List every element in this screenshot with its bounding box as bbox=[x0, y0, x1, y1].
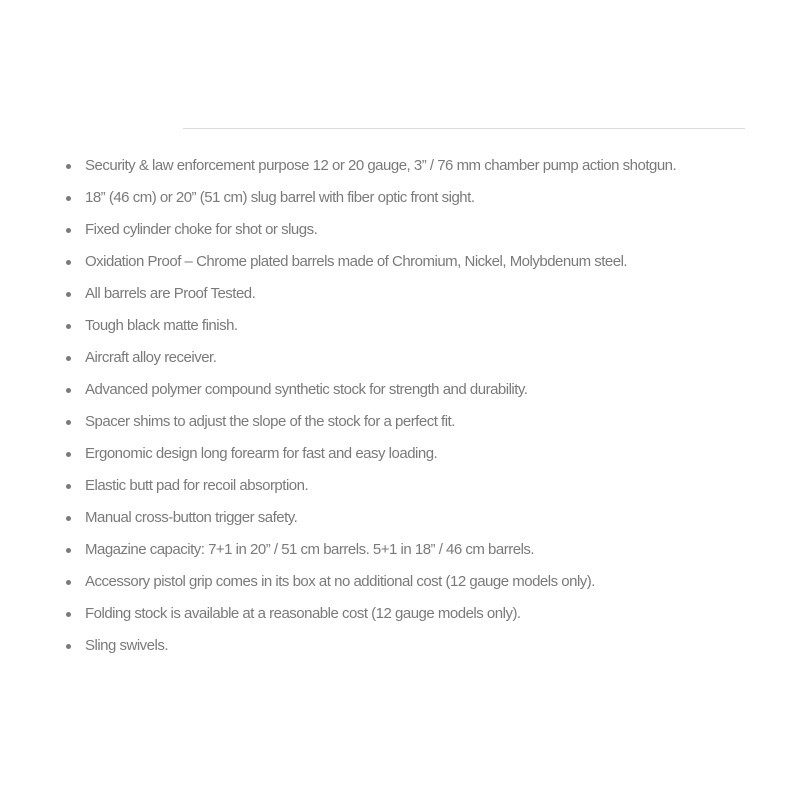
bullet-icon bbox=[66, 580, 71, 585]
bullet-icon bbox=[66, 356, 71, 361]
bullet-icon bbox=[66, 388, 71, 393]
list-item bbox=[60, 342, 780, 374]
feature-text: Accessory pistol grip comes in its box at no additional cost (12 gauge models only). bbox=[85, 573, 595, 590]
feature-text: Security & law enforcement purpose 12 or 20 gauge, 3” / 76 mm chamber pump action shotgun. bbox=[85, 157, 677, 174]
section-divider bbox=[183, 128, 745, 129]
bullet-icon bbox=[66, 292, 71, 297]
list-item bbox=[60, 214, 780, 246]
feature-text: Spacer shims to adjust the slope of the stock for a perfect fit. bbox=[85, 413, 455, 430]
list-item bbox=[60, 374, 780, 406]
feature-text: Folding stock is available at a reasonable cost (12 gauge models only). bbox=[85, 605, 521, 622]
bullet-icon bbox=[66, 420, 71, 425]
bullet-icon bbox=[66, 196, 71, 201]
list-item bbox=[60, 438, 780, 470]
list-item bbox=[60, 566, 780, 598]
feature-text: 18” (46 cm) or 20” (51 cm) slug barrel with fiber optic front sight. bbox=[85, 189, 475, 206]
bullet-icon bbox=[66, 164, 71, 169]
feature-text: Oxidation Proof – Chrome plated barrels made of Chromium, Nickel, Molybdenum steel. bbox=[85, 253, 628, 270]
bullet-icon bbox=[66, 324, 71, 329]
feature-text: Tough black matte finish. bbox=[85, 317, 238, 334]
bullet-icon bbox=[66, 484, 71, 489]
list-item bbox=[60, 534, 780, 566]
bullet-icon bbox=[66, 260, 71, 265]
list-item bbox=[60, 310, 780, 342]
feature-text: Advanced polymer compound synthetic stock for strength and durability. bbox=[85, 381, 528, 398]
list-item bbox=[60, 182, 780, 214]
feature-text: All barrels are Proof Tested. bbox=[85, 285, 256, 302]
feature-text: Sling swivels. bbox=[85, 637, 169, 654]
bullet-icon bbox=[66, 644, 71, 649]
feature-text: Magazine capacity: 7+1 in 20” / 51 cm barrels. 5+1 in 18” / 46 cm barrels. bbox=[85, 541, 535, 558]
list-item bbox=[60, 598, 780, 630]
list-item bbox=[60, 470, 780, 502]
bullet-icon bbox=[66, 548, 71, 553]
list-item bbox=[60, 630, 780, 662]
list-item bbox=[60, 406, 780, 438]
feature-text: Ergonomic design long forearm for fast and easy loading. bbox=[85, 445, 438, 462]
bullet-icon bbox=[66, 516, 71, 521]
feature-text: Elastic butt pad for recoil absorption. bbox=[85, 477, 309, 494]
feature-list bbox=[60, 150, 780, 662]
bullet-icon bbox=[66, 612, 71, 617]
list-item bbox=[60, 278, 780, 310]
feature-text: Manual cross-button trigger safety. bbox=[85, 509, 298, 526]
list-item bbox=[60, 246, 780, 278]
bullet-icon bbox=[66, 228, 71, 233]
bullet-icon bbox=[66, 452, 71, 457]
feature-text: Aircraft alloy receiver. bbox=[85, 349, 217, 366]
feature-text: Fixed cylinder choke for shot or slugs. bbox=[85, 221, 318, 238]
list-item bbox=[60, 502, 780, 534]
list-item bbox=[60, 150, 780, 182]
